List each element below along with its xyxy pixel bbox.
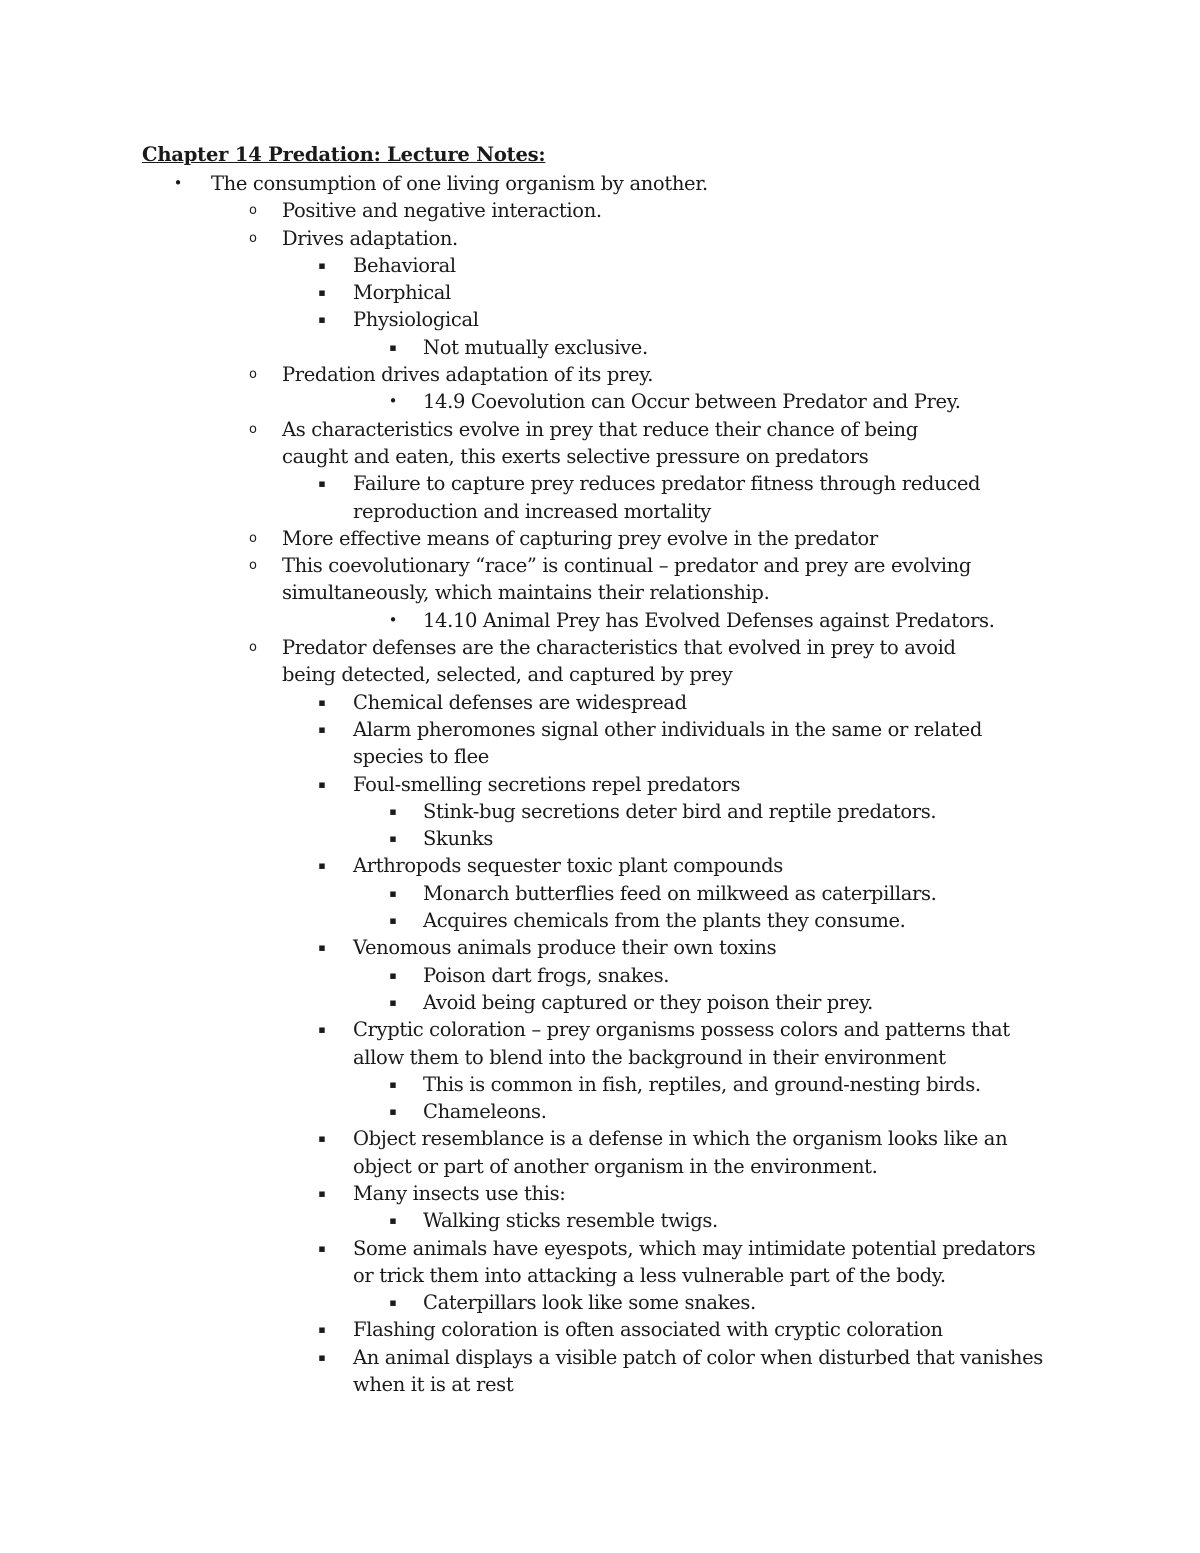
list-item	[0, 1344, 1200, 1399]
bullet-marker: ▪	[318, 1350, 326, 1364]
list-item-text: Cryptic coloration – prey organisms possess colors and patterns that allow them to blend into the background in their environment	[353, 1018, 1010, 1069]
bullet-marker: •	[173, 174, 183, 192]
list-item-text: Some animals have eyespots, which may intimidate potential predators or trick them into attacking a less vulnerable part of the body.	[353, 1236, 1036, 1287]
list-item-text: Chemical defenses are widespread	[353, 690, 687, 714]
list-item	[0, 552, 1200, 607]
bullet-marker: o	[249, 230, 257, 246]
list-item-text: Stink-bug secretions deter bird and reptile predators.	[423, 799, 937, 823]
bullet-marker: ▪	[389, 1214, 397, 1228]
list-item	[0, 1289, 1200, 1316]
bullet-marker: •	[388, 610, 398, 629]
list-item	[0, 1180, 1200, 1207]
list-item	[0, 416, 1200, 471]
list-item-text: Walking sticks resemble twigs.	[423, 1209, 718, 1233]
list-item-text: Many insects use this:	[353, 1181, 566, 1205]
list-item	[0, 388, 1200, 415]
list-item	[0, 361, 1200, 388]
list-item-text: This is common in fish, reptiles, and ground-nesting birds.	[423, 1072, 981, 1096]
bullet-marker: ▪	[389, 340, 397, 354]
bullet-marker: ▪	[318, 1323, 326, 1337]
list-item	[0, 607, 1200, 634]
list-item-text: As characteristics evolve in prey that reduce their chance of being caught and eaten, this exerts selective pressure on predators	[282, 417, 918, 468]
list-item-text: Poison dart frogs, snakes.	[423, 963, 670, 987]
bullet-marker: o	[249, 203, 257, 219]
bullet-marker: ▪	[389, 832, 397, 846]
list-item	[0, 334, 1200, 361]
bullet-marker: ▪	[318, 477, 326, 491]
list-item-text: More effective means of capturing prey evolve in the predator	[282, 526, 878, 550]
list-item-text: Object resemblance is a defense in which the organism looks like an object or part of another organism in the environment.	[353, 1127, 1008, 1178]
list-item	[0, 798, 1200, 825]
list-item	[0, 634, 1200, 689]
list-item-text: Not mutually exclusive.	[423, 335, 648, 359]
list-item-text: Morphical	[353, 281, 451, 305]
list-item	[0, 170, 1200, 197]
list-item-text: Monarch butterflies feed on milkweed as caterpillars.	[423, 881, 937, 905]
list-item-text: This coevolutionary “race” is continual – predator and prey are evolving simultaneously, which maintains their relationship.	[282, 554, 971, 605]
list-item	[0, 225, 1200, 252]
bullet-marker: ▪	[318, 722, 326, 736]
list-item-text: 14.10 Animal Prey has Evolved Defenses against Predators.	[423, 608, 995, 632]
list-item-text: Caterpillars look like some snakes.	[423, 1291, 756, 1315]
list-item	[0, 989, 1200, 1016]
list-item	[0, 716, 1200, 771]
list-item	[0, 1125, 1200, 1180]
list-item	[0, 1098, 1200, 1125]
list-item	[0, 907, 1200, 934]
list-item	[0, 306, 1200, 333]
list-item	[0, 771, 1200, 798]
list-item-text: Foul-smelling secretions repel predators	[353, 772, 741, 796]
list-item-text: Physiological	[353, 308, 479, 332]
list-item	[0, 825, 1200, 852]
list-item	[0, 1016, 1200, 1071]
bullet-marker: o	[249, 367, 257, 383]
bullet-marker: ▪	[318, 258, 326, 272]
bullet-marker: o	[249, 640, 257, 656]
bullet-marker: o	[249, 421, 257, 437]
list-item	[0, 934, 1200, 961]
list-item	[0, 525, 1200, 552]
list-item-text: Failure to capture prey reduces predator fitness through reduced reproduction and increased mortality	[353, 472, 981, 523]
bullet-marker: ▪	[318, 695, 326, 709]
list-item-text: Predation drives adaptation of its prey.	[282, 363, 654, 387]
bullet-marker: ▪	[318, 313, 326, 327]
bullet-marker: ▪	[318, 286, 326, 300]
list-item	[0, 1071, 1200, 1098]
list-item-text: 14.9 Coevolution can Occur between Predator and Prey.	[423, 390, 961, 414]
bullet-marker: ▪	[389, 886, 397, 900]
list-item-text: Venomous animals produce their own toxins	[353, 936, 777, 960]
bullet-marker: ▪	[318, 777, 326, 791]
bullet-marker: ▪	[318, 1132, 326, 1146]
list-item-text: Drives adaptation.	[282, 226, 458, 250]
list-item-text: Avoid being captured or they poison their prey.	[423, 990, 874, 1014]
list-item-text: The consumption of one living organism by another.	[211, 172, 708, 195]
list-item	[0, 689, 1200, 716]
bullet-marker: ▪	[318, 1186, 326, 1200]
list-item-text: Alarm pheromones signal other individuals in the same or related species to flee	[353, 717, 982, 769]
list-item-text: Flashing coloration is often associated with cryptic coloration	[353, 1318, 943, 1342]
bullet-marker: ▪	[389, 995, 397, 1009]
page-title: Chapter 14 Predation: Lecture Notes:	[142, 143, 546, 166]
list-item-text: Behavioral	[353, 253, 456, 277]
list-item-text: Acquires chemicals from the plants they consume.	[423, 909, 906, 933]
bullet-marker: ▪	[318, 1241, 326, 1255]
list-item-text: Chameleons.	[423, 1100, 547, 1124]
bullet-marker: ▪	[318, 941, 326, 955]
list-item	[0, 1316, 1200, 1343]
list-item	[0, 197, 1200, 224]
notes-list	[0, 170, 1200, 1398]
list-item	[0, 1207, 1200, 1234]
list-item	[0, 470, 1200, 525]
list-item	[0, 279, 1200, 306]
bullet-marker: o	[249, 558, 257, 574]
list-item	[0, 962, 1200, 989]
bullet-marker: ▪	[389, 1296, 397, 1310]
bullet-marker: ▪	[318, 859, 326, 873]
list-item	[0, 1235, 1200, 1290]
bullet-marker: ▪	[389, 914, 397, 928]
list-item-text: Positive and negative interaction.	[282, 199, 602, 223]
bullet-marker: ▪	[389, 1077, 397, 1091]
bullet-marker: •	[388, 392, 398, 411]
list-item-text: An animal displays a visible patch of color when disturbed that vanishes when it is at rest	[353, 1345, 1043, 1397]
list-item	[0, 852, 1200, 879]
list-item-text: Arthropods sequester toxic plant compounds	[353, 854, 783, 878]
bullet-marker: ▪	[318, 1023, 326, 1037]
list-item	[0, 880, 1200, 907]
list-item-text: Skunks	[423, 827, 494, 851]
bullet-marker: ▪	[389, 968, 397, 982]
list-item	[0, 252, 1200, 279]
bullet-marker: o	[249, 530, 257, 546]
list-item-text: Predator defenses are the characteristics that evolved in prey to avoid being detected, selected, and captured by prey	[282, 636, 956, 687]
bullet-marker: ▪	[389, 1105, 397, 1119]
bullet-marker: ▪	[389, 804, 397, 818]
